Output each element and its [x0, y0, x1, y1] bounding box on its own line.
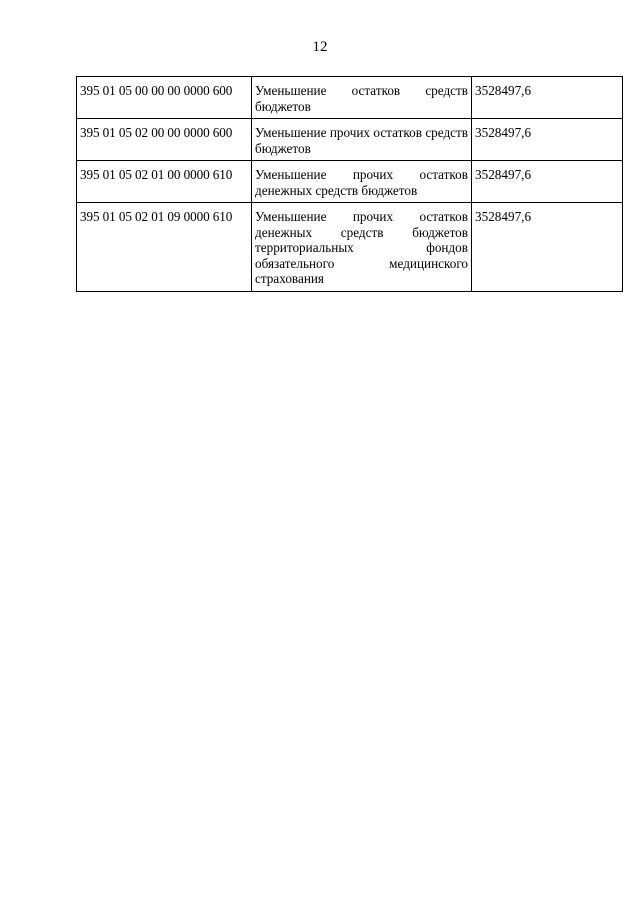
- item-name-cell: Уменьшение остатков средств бюджетов: [252, 77, 472, 119]
- table-row: [77, 161, 623, 203]
- table-row: [77, 77, 623, 119]
- classification-code-cell: 395 01 05 02 00 00 0000 600: [77, 119, 252, 161]
- classification-code-cell: 395 01 05 02 01 09 0000 610: [77, 203, 252, 292]
- table-row: [77, 119, 623, 161]
- item-name-cell: Уменьшение прочих остатков денежных средств бюджетов территориальных фондов обязательного медицинского страхования: [252, 203, 472, 292]
- page-number: 12: [312, 39, 328, 55]
- classification-code-cell: 395 01 05 00 00 00 0000 600: [77, 77, 252, 119]
- amount-cell: 3528497,6: [472, 161, 623, 203]
- amount-cell: 3528497,6: [472, 77, 623, 119]
- item-name-cell: Уменьшение прочих остатков средств бюджетов: [252, 119, 472, 161]
- amount-cell: 3528497,6: [472, 119, 623, 161]
- item-name-cell: Уменьшение прочих остатков денежных средств бюджетов: [252, 161, 472, 203]
- classification-code-cell: 395 01 05 02 01 00 0000 610: [77, 161, 252, 203]
- table-row: [77, 203, 623, 292]
- budget-classification-table: [76, 76, 623, 292]
- amount-cell: 3528497,6: [472, 203, 623, 292]
